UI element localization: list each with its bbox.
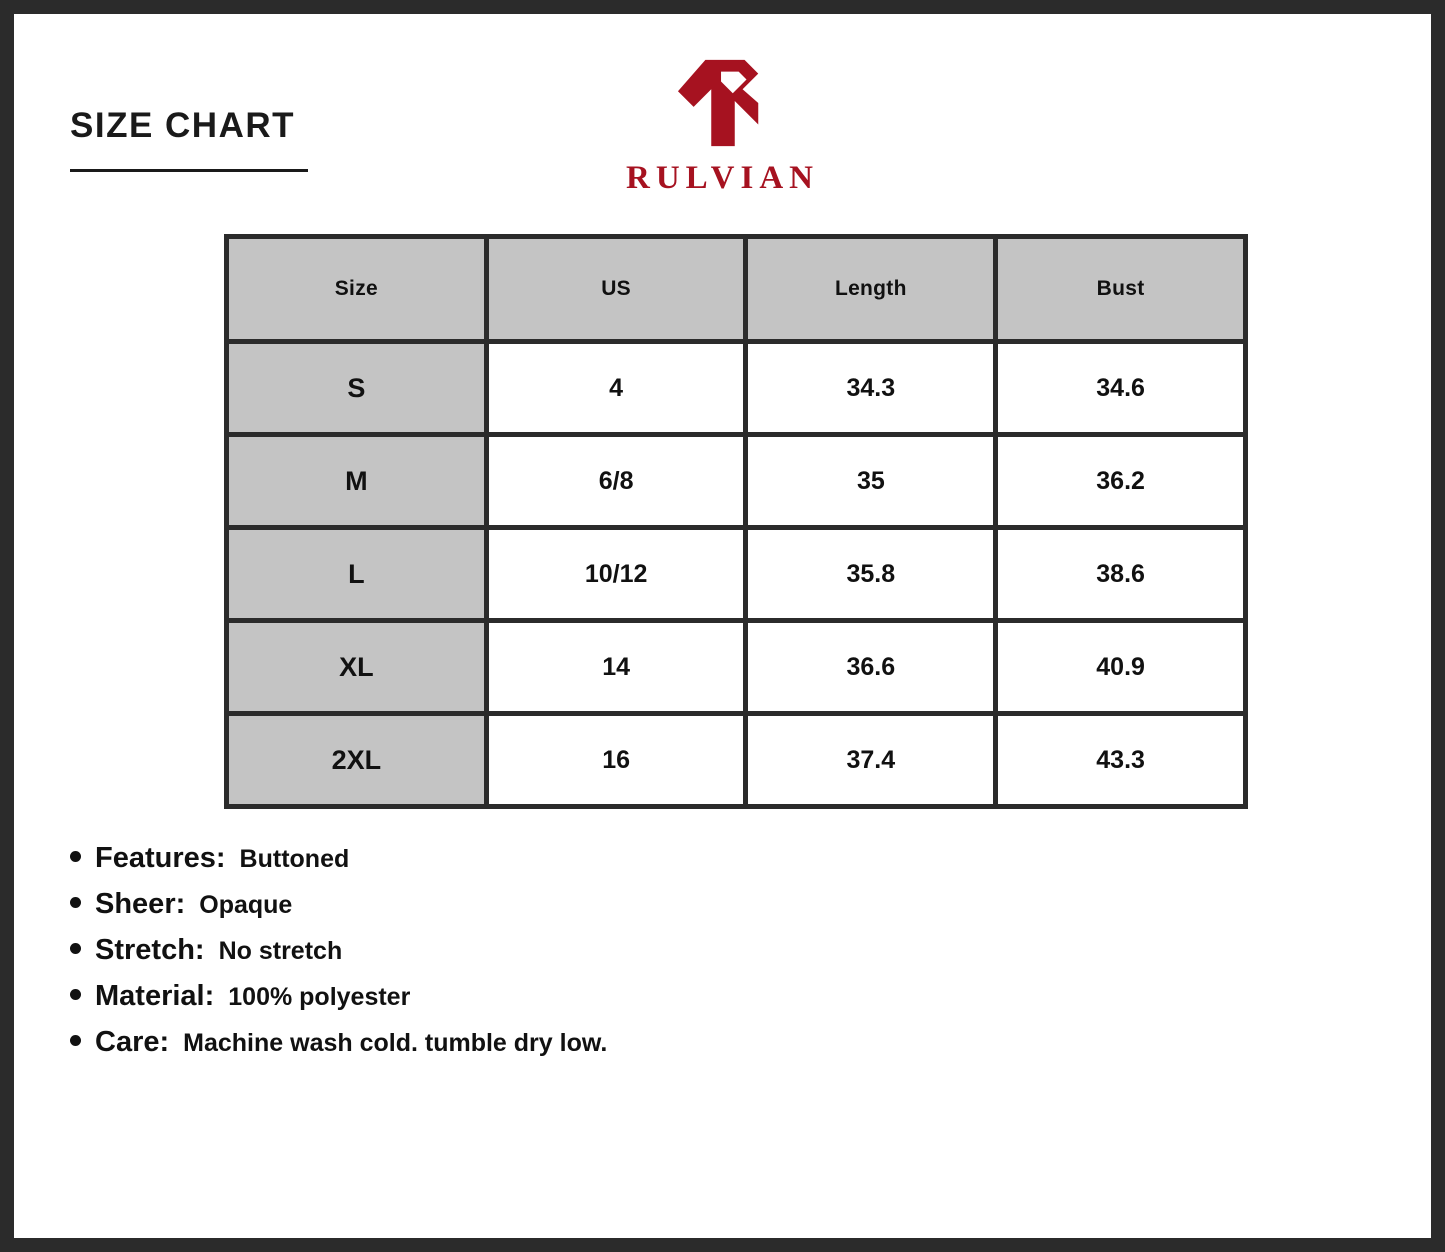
cell-bust: 36.2 [998, 437, 1243, 525]
table-row [229, 530, 1243, 618]
spec-label: Features: [95, 842, 226, 874]
table-row [229, 623, 1243, 711]
table-row [229, 344, 1243, 432]
spec-label: Stretch: [95, 934, 205, 966]
spec-label: Sheer: [95, 888, 186, 920]
table-row [229, 437, 1243, 525]
cell-us: 6/8 [489, 437, 744, 525]
list-item [70, 1026, 1270, 1059]
col-header-us: US [489, 239, 744, 339]
spec-value: 100% polyester [228, 983, 411, 1011]
spec-value: Buttoned [239, 845, 350, 873]
cell-bust: 38.6 [998, 530, 1243, 618]
cell-bust: 40.9 [998, 623, 1243, 711]
spec-value: No stretch [218, 937, 343, 965]
bullet-icon [70, 1035, 81, 1046]
cell-size: 2XL [229, 716, 484, 804]
cell-length: 36.6 [748, 623, 993, 711]
spec-label: Care: [95, 1026, 170, 1058]
bullet-icon [70, 897, 81, 908]
cell-length: 34.3 [748, 344, 993, 432]
table-body [229, 344, 1243, 804]
rulvian-monogram-icon [664, 56, 782, 150]
bullet-icon [70, 943, 81, 954]
spec-value: Machine wash cold. tumble dry low. [183, 1029, 608, 1057]
header [14, 14, 1431, 219]
spec-value: Opaque [199, 891, 293, 919]
table-row [229, 716, 1243, 804]
bullet-icon [70, 851, 81, 862]
page-inner [14, 14, 1431, 1238]
cell-length: 35.8 [748, 530, 993, 618]
table-header-row [229, 239, 1243, 339]
cell-bust: 43.3 [998, 716, 1243, 804]
size-table [224, 234, 1248, 809]
col-header-length: Length [748, 239, 993, 339]
cell-size: L [229, 530, 484, 618]
list-item [70, 980, 1270, 1013]
page-title: SIZE CHART [70, 106, 295, 145]
col-header-bust: Bust [998, 239, 1243, 339]
cell-size: M [229, 437, 484, 525]
list-item [70, 934, 1270, 967]
spec-list [70, 842, 1270, 1072]
table-head [229, 239, 1243, 339]
brand-block [14, 56, 1431, 195]
bullet-icon [70, 989, 81, 1000]
cell-us: 4 [489, 344, 744, 432]
cell-bust: 34.6 [998, 344, 1243, 432]
size-table-wrapper [224, 234, 1248, 809]
spec-label: Material: [95, 980, 215, 1012]
col-header-size: Size [229, 239, 484, 339]
cell-us: 10/12 [489, 530, 744, 618]
cell-length: 35 [748, 437, 993, 525]
cell-size: XL [229, 623, 484, 711]
cell-length: 37.4 [748, 716, 993, 804]
brand-name: RULVIAN [626, 160, 819, 196]
cell-size: S [229, 344, 484, 432]
cell-us: 14 [489, 623, 744, 711]
list-item [70, 842, 1270, 875]
list-item [70, 888, 1270, 921]
cell-us: 16 [489, 716, 744, 804]
